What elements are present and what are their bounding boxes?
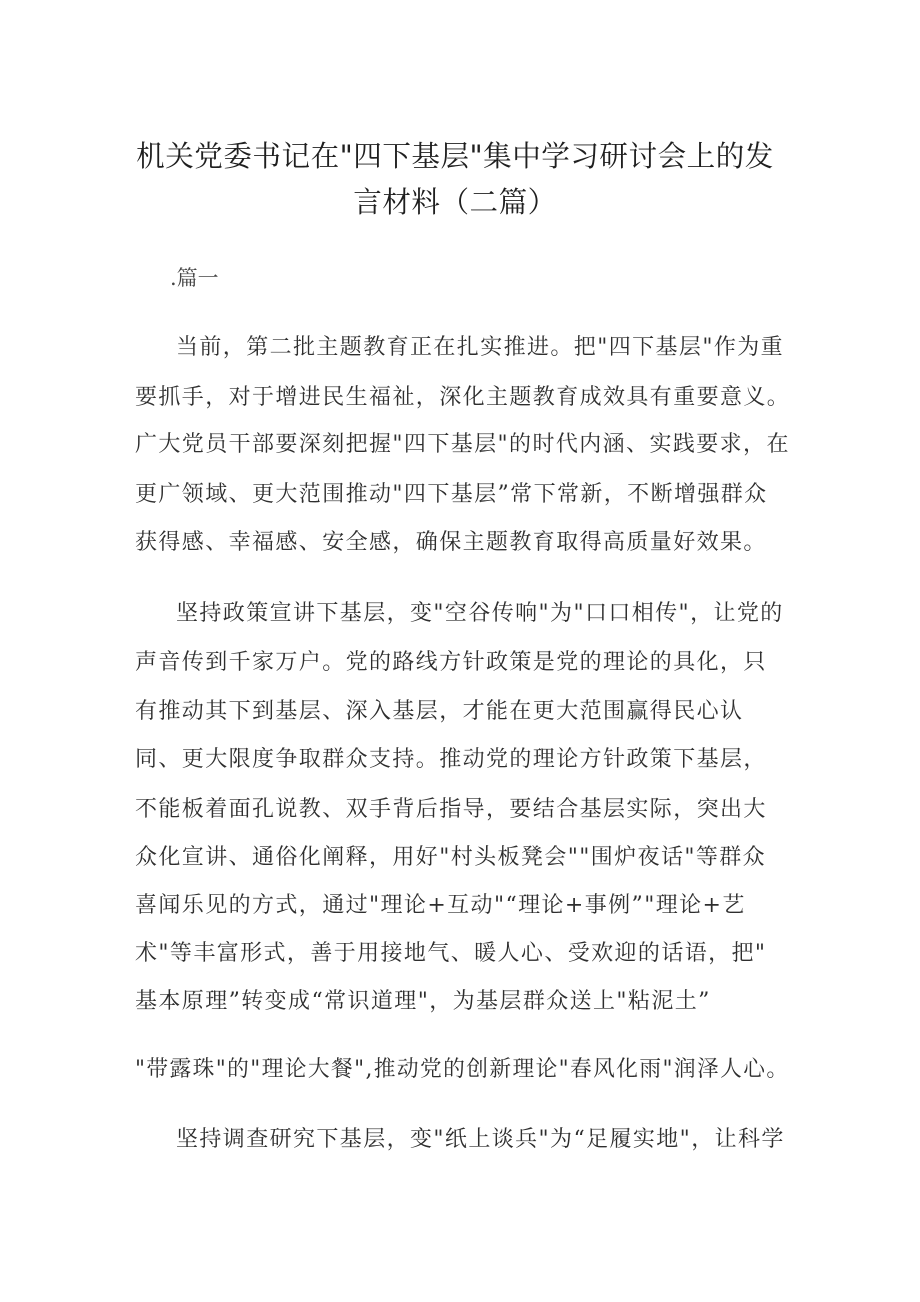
paragraph-2-line-4: 同、更大限度争取群众支持。推动党的理论方针政策下基层， [135,747,767,772]
paragraph-2-line-2: 声音传到千家万户。党的路线方针政策是党的理论的具化，只 [135,650,767,675]
paragraph-2-line-9: 基本原理”转变成“常识道理"，为基层群众送上"粘泥土” [135,989,711,1014]
paragraph-2-line-7: 喜闻乐见的方式，通过"理论+互动"“理论+事例”"理论+艺 [135,893,746,918]
paragraph-1-line-4: 更广领域、更大范围推动"四下基层”常下常新，不断增强群众 [135,482,768,507]
paragraph-1-line-5: 获得感、幸福感、安全感，确保主题教育取得高质量好效果。 [135,530,767,555]
paragraph-2-line-6: 众化宣讲、通俗化阐释，用好"村头板凳会""围炉夜话"等群众 [135,845,767,870]
paragraph-2-line-5: 不能板着面孔说教、双手背后指导，要结合基层实际，突出大 [135,797,767,822]
document-title-line-2: 言材料（二篇） [353,185,557,219]
paragraph-1-line-3: 广大党员干部要深刻把握"四下基层"的时代内涵、实践要求，在 [135,432,790,457]
paragraph-1-line-1: 当前，第二批主题教育正在扎实推进。把"四下基层"作为重 [176,335,785,360]
paragraph-2-line-3: 有推动其下到基层、深入基层，才能在更大范围赢得民心认 [135,699,744,724]
paragraph-2-line-10: "带露珠"的"理论大餐",推动党的创新理论"春风化雨"润泽人心。 [135,1057,790,1082]
paragraph-2-line-1: 坚持政策宣讲下基层，变"空谷传响"为"口口相传"，让党的 [176,601,784,626]
section-label: .篇一 [170,266,219,290]
document-title-line-1: 机关党委书记在"四下基层"集中学习研讨会上的发 [136,139,774,173]
paragraph-1-line-2: 要抓手，对于增进民生福祉，深化主题教育成效具有重要意义。 [135,385,791,410]
paragraph-3-line-1: 坚持调查研究下基层，变"纸上谈兵"为“足履实地"，让科学 [176,1127,785,1152]
paragraph-2-line-8: 术"等丰富形式，善于用接地气、暖人心、受欢迎的话语，把" [135,941,767,966]
